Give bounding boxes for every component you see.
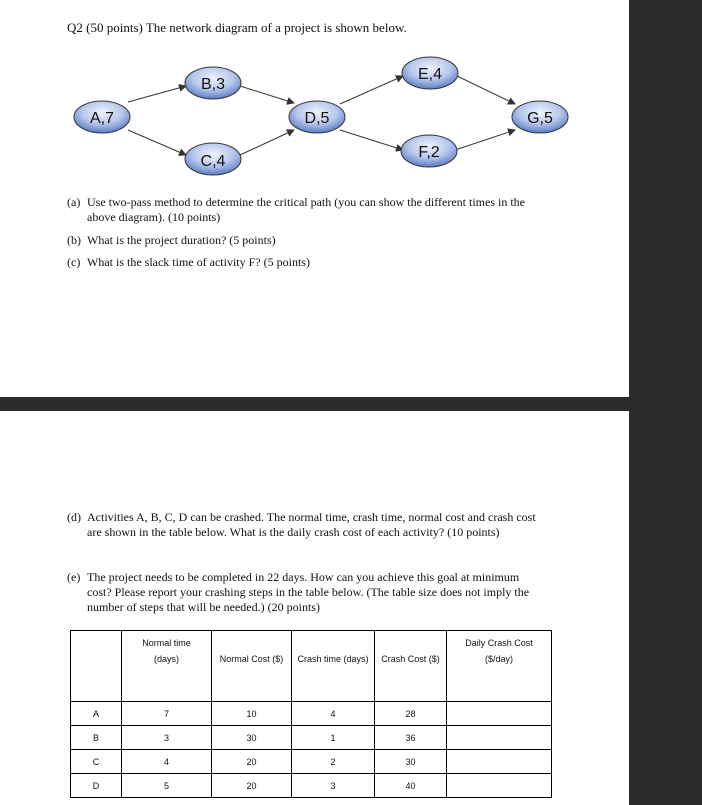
part-a-line1: Use two-pass method to determine the critical path (you can show the different times in the	[87, 195, 525, 209]
part-c-line1: What is the slack time of activity F? (5 points)	[87, 255, 310, 269]
cell-crash-cost: 30	[375, 750, 447, 774]
header-daily-line1: Daily Crash Cost	[465, 638, 533, 648]
header-daily-line2: ($/day)	[484, 654, 513, 664]
edge-d-e	[340, 76, 403, 104]
table-row	[71, 726, 552, 750]
cell-crash-cost: 28	[375, 702, 447, 726]
cell-crash-cost: 40	[375, 774, 447, 798]
question-title: Q2 (50 points) The network diagram of a project is shown below.	[67, 20, 407, 35]
node-g	[512, 101, 568, 133]
cell-crash-time: 1	[292, 726, 375, 750]
cell-activity: B	[71, 726, 122, 750]
part-d-label: (d)	[67, 510, 81, 524]
edge-a-b	[128, 86, 186, 102]
part-d-line1: Activities A, B, C, D can be crashed. The normal time, crash time, normal cost and crash cost	[87, 510, 536, 524]
cell-normal-time: 7	[122, 702, 212, 726]
node-d-label: D,5	[304, 110, 330, 127]
document-page-1	[0, 0, 629, 397]
edge-a-c	[128, 130, 186, 155]
cell-normal-cost: 30	[212, 726, 292, 750]
cell-crash-time: 4	[292, 702, 375, 726]
header-crash-time: Crash time (days)	[292, 631, 375, 702]
viewer-background	[629, 0, 702, 805]
header-normal-cost: Normal Cost ($)	[212, 631, 292, 702]
node-a	[74, 101, 130, 133]
part-e-line1: The project needs to be completed in 22 days. How can you achieve this goal at minimum	[87, 570, 520, 584]
table-row	[71, 774, 552, 798]
part-e-line3: number of steps that will be needed.) (20 points)	[87, 600, 320, 614]
cell-normal-time: 3	[122, 726, 212, 750]
node-f-label: F,2	[418, 144, 440, 161]
part-d-line2: are shown in the table below. What is the daily crash cost of each activity? (10 points)	[87, 525, 500, 539]
node-d	[289, 101, 345, 133]
node-c	[185, 143, 241, 175]
part-c-label: (c)	[67, 255, 81, 269]
header-normal-time	[122, 631, 212, 702]
edge-f-g	[455, 130, 515, 150]
cell-daily	[447, 726, 552, 750]
node-e-label: E,4	[417, 66, 443, 83]
table-row	[71, 750, 552, 774]
header-crash-cost: Crash Cost ($)	[375, 631, 447, 702]
part-a	[67, 195, 525, 225]
node-b-label: B,3	[200, 76, 226, 93]
node-g-label: G,5	[527, 110, 553, 127]
cell-normal-cost: 20	[212, 774, 292, 798]
part-b-label: (b)	[67, 233, 81, 247]
part-b	[67, 233, 276, 248]
header-daily-crash-cost	[447, 631, 552, 702]
edge-e-g	[457, 76, 515, 104]
part-a-label: (a)	[67, 195, 81, 209]
cell-normal-cost: 20	[212, 750, 292, 774]
header-normal-time-line2: (days)	[153, 654, 179, 664]
cell-normal-cost: 10	[212, 702, 292, 726]
header-normal-time-line1: Normal time	[142, 638, 191, 648]
cell-activity: D	[71, 774, 122, 798]
cell-normal-time: 4	[122, 750, 212, 774]
node-b	[185, 67, 241, 99]
cell-crash-time: 3	[292, 774, 375, 798]
node-c-label: C,4	[200, 153, 226, 170]
cell-daily	[447, 774, 552, 798]
crash-table	[70, 630, 552, 798]
page-divider	[0, 397, 629, 411]
cell-daily	[447, 750, 552, 774]
part-b-line1: What is the project duration? (5 points)	[87, 233, 276, 247]
table-row	[71, 702, 552, 726]
part-e-label: (e)	[67, 570, 81, 584]
node-f	[401, 135, 457, 167]
node-a-label: A,7	[89, 110, 115, 127]
node-e	[402, 57, 458, 89]
table-header-row	[71, 631, 552, 702]
network-diagram	[0, 0, 629, 195]
cell-activity: A	[71, 702, 122, 726]
cell-crash-time: 2	[292, 750, 375, 774]
part-a-line2: above diagram). (10 points)	[87, 210, 221, 224]
part-c	[67, 255, 310, 270]
part-d	[67, 510, 536, 540]
part-e-line2: cost? Please report your crashing steps in the table below. (The table size does not imply the	[87, 585, 530, 599]
cell-normal-time: 5	[122, 774, 212, 798]
cell-activity: C	[71, 750, 122, 774]
part-e	[67, 570, 529, 615]
edge-d-f	[340, 130, 403, 150]
cell-crash-cost: 36	[375, 726, 447, 750]
edge-c-d	[240, 130, 294, 155]
header-activity	[71, 631, 122, 702]
edge-b-d	[240, 86, 294, 103]
cell-daily	[447, 702, 552, 726]
